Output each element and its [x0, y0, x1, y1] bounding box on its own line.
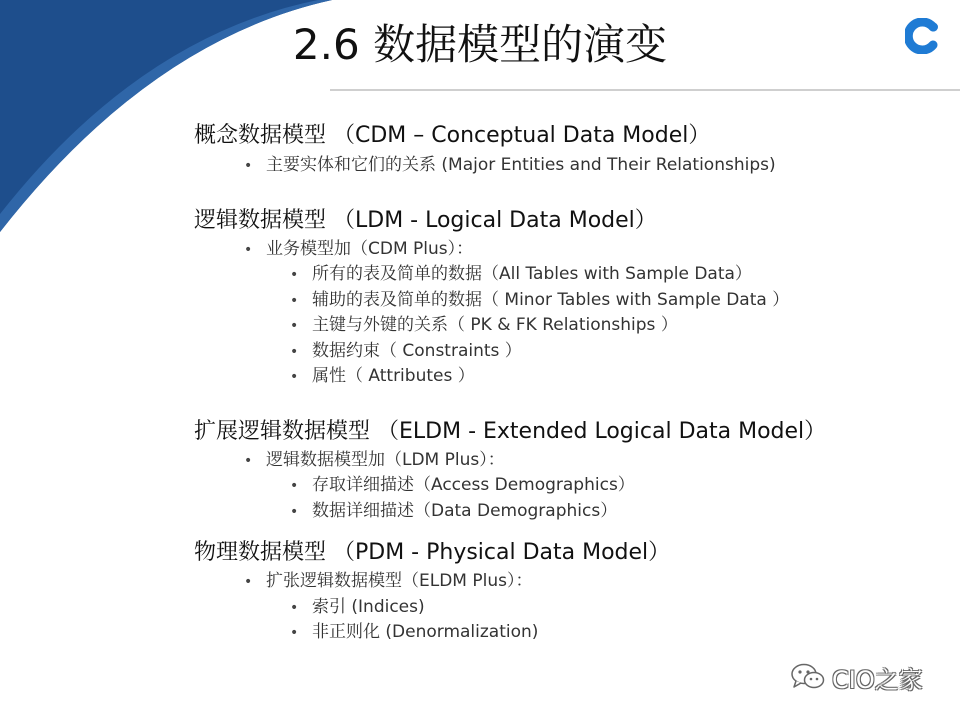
- bullet-icon: •: [290, 318, 299, 334]
- list-subitem: • 数据约束（ Constraints ）: [290, 341, 522, 361]
- bullet-icon: •: [290, 504, 299, 520]
- list-subitem: • 非正则化 (Denormalization): [290, 622, 539, 642]
- section-heading-cdm: 概念数据模型 （CDM – Conceptual Data Model）: [194, 123, 711, 148]
- bullet-icon: •: [290, 267, 299, 283]
- list-subitem: • 索引 (Indices): [290, 597, 425, 617]
- list-item: • 逻辑数据模型加（LDM Plus）：: [244, 450, 505, 470]
- list-subitem: • 辅助的表及简单的数据（ Minor Tables with Sample Data ）: [290, 290, 790, 310]
- bullet-icon: •: [290, 478, 299, 494]
- list-subitem: • 存取详细描述（Access Demographics）: [290, 475, 635, 495]
- list-subitem: • 所有的表及简单的数据（All Tables with Sample Data）: [290, 264, 752, 284]
- bullet-icon: •: [244, 158, 253, 174]
- section-heading-eldm: 扩展逻辑数据模型 （ELDM - Extended Logical Data Model）: [194, 419, 827, 444]
- watermark: [790, 660, 923, 694]
- bullet-icon: •: [290, 600, 299, 616]
- bullet-icon: •: [244, 574, 253, 590]
- list-subitem: • 数据详细描述（Data Demographics）: [290, 501, 618, 521]
- list-item: • 主要实体和它们的关系 (Major Entities and Their Relationships): [244, 155, 776, 175]
- list-subitem: • 主键与外键的关系（ PK & FK Relationships ）: [290, 315, 678, 335]
- section-heading-ldm: 逻辑数据模型 （LDM - Logical Data Model）: [194, 208, 657, 233]
- list-subitem: • 属性（ Attributes ）: [290, 366, 475, 386]
- bullet-icon: •: [244, 242, 253, 258]
- section-heading-pdm: 物理数据模型 （PDM - Physical Data Model）: [194, 540, 671, 565]
- bullet-icon: •: [290, 293, 299, 309]
- bullet-icon: •: [244, 453, 253, 469]
- list-item: • 扩张逻辑数据模型（ELDM Plus）：: [244, 571, 533, 591]
- list-item: • 业务模型加（CDM Plus）：: [244, 239, 474, 259]
- slide-title: 2.6 数据模型的演变: [292, 20, 668, 69]
- wechat-icon: [790, 662, 826, 692]
- watermark-text: CIO之家: [832, 665, 923, 694]
- bullet-icon: •: [290, 344, 299, 360]
- bullet-icon: •: [290, 369, 299, 385]
- bullet-icon: •: [290, 625, 299, 641]
